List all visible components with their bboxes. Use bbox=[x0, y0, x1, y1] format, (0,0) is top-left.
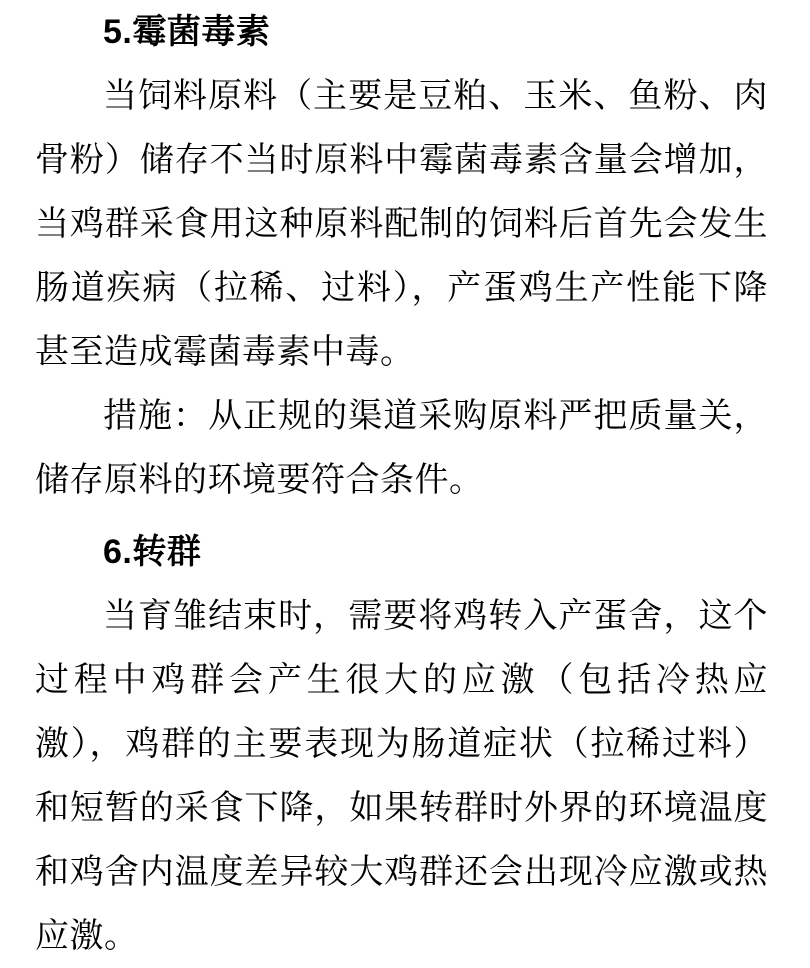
para1-line-2: 骨粉）储存不当时原料中霉菌毒素含量会增加， bbox=[35, 141, 768, 179]
para3-line-3: 激），鸡群的主要表现为肠道症状（拉稀过料） bbox=[35, 725, 768, 763]
para3-line-4: 和短暂的采食下降，如果转群时外界的环境温度 bbox=[35, 789, 768, 827]
para1-line-4: 肠道疾病（拉稀、过料），产蛋鸡生产性能下降 bbox=[35, 269, 768, 307]
para1-line-1: 当饲料原料（主要是豆粕、玉米、鱼粉、肉 bbox=[103, 77, 768, 115]
para3-line-1: 当育雏结束时，需要将鸡转入产蛋舍，这个 bbox=[103, 597, 768, 635]
para1-line-3: 当鸡群采食用这种原料配制的饲料后首先会发生 bbox=[35, 205, 768, 243]
para2-line-2: 储存原料的环境要符合条件。 bbox=[35, 461, 484, 499]
para2-line-1: 措施：从正规的渠道采购原料严把质量关， bbox=[103, 397, 768, 435]
para3-line-5: 和鸡舍内温度差异较大鸡群还会出现冷应激或热 bbox=[35, 853, 768, 891]
para3-line-6: 应激。 bbox=[35, 917, 139, 955]
heading-flock-transfer: 6.转群 bbox=[103, 533, 202, 571]
heading-mycotoxins: 5.霉菌毒素 bbox=[103, 13, 271, 51]
para1-line-5: 甚至造成霉菌毒素中毒。 bbox=[35, 333, 415, 371]
para3-line-2: 过程中鸡群会产生很大的应激（包括冷热应 bbox=[35, 661, 768, 699]
